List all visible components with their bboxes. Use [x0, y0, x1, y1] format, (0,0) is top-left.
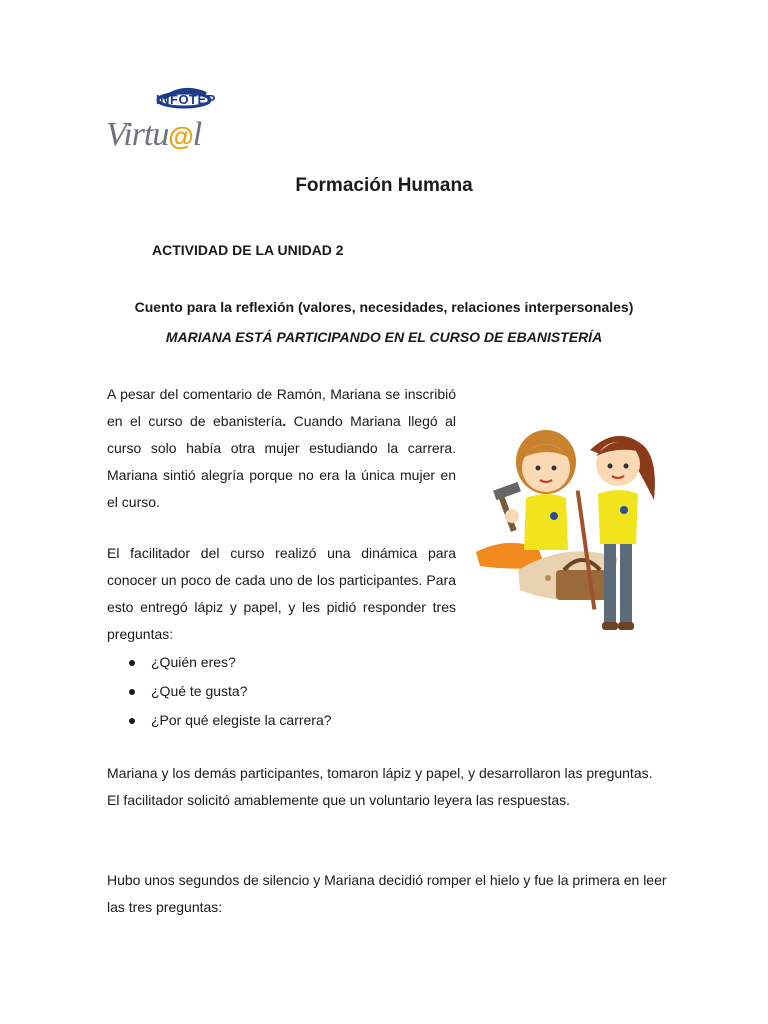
- list-item: ¿Qué te gusta?: [127, 677, 332, 706]
- questions-list: [127, 648, 332, 735]
- list-item: ¿Quién eres?: [127, 648, 332, 677]
- carpentry-girls-illustration: [468, 420, 678, 642]
- infotep-virtual-logo: [104, 92, 216, 158]
- activity-heading: ACTIVIDAD DE LA UNIDAD 2: [152, 242, 344, 258]
- logo-top-text: INFOTEP: [156, 92, 216, 107]
- list-item: ¿Por qué elegiste la carrera?: [127, 706, 332, 735]
- paragraph-4: Hubo unos segundos de silencio y Mariana decidió romper el hielo y fue la primera en leer las tres preguntas:: [107, 872, 667, 915]
- subtitle: Cuento para la reflexión (valores, necesidades, relaciones interpersonales): [134, 299, 634, 315]
- paragraph-2: El facilitador del curso realizó una dinámica para conocer un poco de cada uno de los participantes. Para esto entregó lápiz y papel, y les pidió responder tres preguntas:: [107, 545, 456, 642]
- paragraph-3: Mariana y los demás participantes, tomaron lápiz y papel, y desarrollaron las preguntas. El facilitador solicitó amablemente que un voluntario leyera las respuestas.: [107, 765, 653, 808]
- logo-bottom-text: Virtu@l: [106, 116, 202, 153]
- document-title: Formación Humana: [295, 175, 473, 196]
- paragraph-1: A pesar del comentario de Ramón, Mariana se inscribió en el curso de ebanistería. Cuando Mariana llegó al curso solo había otra mujer estudiando la carrera. Mariana sintió alegría porque no era la única mujer en el curso.: [107, 386, 456, 510]
- story-title: MARIANA ESTÁ PARTICIPANDO EN EL CURSO DE EBANISTERÍA: [165, 329, 603, 345]
